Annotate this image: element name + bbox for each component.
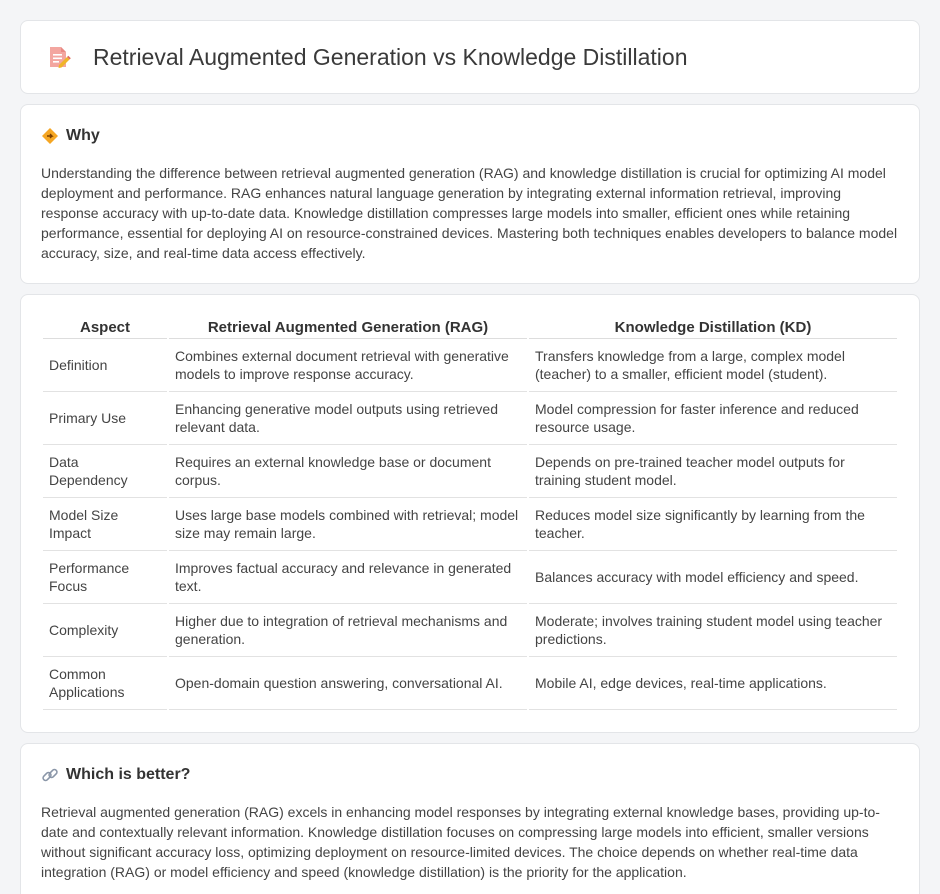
rag-cell: Uses large base models combined with retrieval; model size may remain large. <box>169 498 527 551</box>
aspect-cell: Common Applications <box>43 657 167 710</box>
rag-cell: Combines external document retrieval with generative models to improve response accuracy. <box>169 339 527 392</box>
aspect-cell: Performance Focus <box>43 551 167 604</box>
kd-cell: Moderate; involves training student model using teacher predictions. <box>529 604 897 657</box>
table-row <box>43 604 897 657</box>
better-heading <box>41 766 899 784</box>
aspect-cell: Complexity <box>43 604 167 657</box>
comparison-section <box>20 294 920 733</box>
rag-cell: Enhancing generative model outputs using retrieved relevant data. <box>169 392 527 445</box>
table-header-row <box>43 315 897 339</box>
table-row <box>43 445 897 498</box>
column-header-rag: Retrieval Augmented Generation (RAG) <box>169 315 527 339</box>
table-row <box>43 339 897 392</box>
diamond-signpost-icon <box>41 127 59 145</box>
aspect-cell: Data Dependency <box>43 445 167 498</box>
comparison-table <box>41 315 899 710</box>
why-title: Why <box>66 127 100 144</box>
rag-cell: Improves factual accuracy and relevance in generated text. <box>169 551 527 604</box>
aspect-cell: Model Size Impact <box>43 498 167 551</box>
column-header-kd: Knowledge Distillation (KD) <box>529 315 897 339</box>
column-header-aspect: Aspect <box>43 315 167 339</box>
why-heading <box>41 127 899 145</box>
document-pencil-icon <box>45 44 71 70</box>
better-title: Which is better? <box>66 766 191 783</box>
kd-cell: Model compression for faster inference and reduced resource usage. <box>529 392 897 445</box>
table-row <box>43 551 897 604</box>
rag-cell: Open-domain question answering, conversational AI. <box>169 657 527 710</box>
rag-cell: Requires an external knowledge base or document corpus. <box>169 445 527 498</box>
why-section <box>20 104 920 284</box>
link-icon <box>41 766 59 784</box>
better-paragraph: Retrieval augmented generation (RAG) excels in enhancing model responses by integrating external knowledge bases, providing up-to-date and contextually relevant information. Knowledge distillation focuses on compressing large models into efficient, smaller versions without significant accuracy loss, optimizing deployment on resource-limited devices. The choice depends on whether real-time data integration (RAG) or model efficiency and speed (knowledge distillation) is the priority for the application. <box>41 804 880 880</box>
kd-cell: Transfers knowledge from a large, complex model (teacher) to a smaller, efficient model (student). <box>529 339 897 392</box>
table-row <box>43 392 897 445</box>
aspect-cell: Primary Use <box>43 392 167 445</box>
which-is-better-section <box>20 743 920 894</box>
kd-cell: Reduces model size significantly by learning from the teacher. <box>529 498 897 551</box>
table-row <box>43 498 897 551</box>
page-title: Retrieval Augmented Generation vs Knowledge Distillation <box>93 43 688 70</box>
page-header <box>20 20 920 94</box>
why-paragraph: Understanding the difference between retrieval augmented generation (RAG) and knowledge distillation is crucial for optimizing AI model deployment and performance. RAG enhances natural language generation by integrating external information retrieval, improving response accuracy with up-to-date data. Knowledge distillation compresses large models into smaller, efficient ones while retaining performance, essential for deploying AI on resource-constrained devices. Mastering both techniques enables developers to balance model accuracy, size, and real-time data access effectively. <box>41 165 898 261</box>
kd-cell: Depends on pre-trained teacher model outputs for training student model. <box>529 445 897 498</box>
aspect-cell: Definition <box>43 339 167 392</box>
kd-cell: Balances accuracy with model efficiency and speed. <box>529 551 897 604</box>
rag-cell: Higher due to integration of retrieval mechanisms and generation. <box>169 604 527 657</box>
kd-cell: Mobile AI, edge devices, real-time applications. <box>529 657 897 710</box>
table-row <box>43 657 897 710</box>
